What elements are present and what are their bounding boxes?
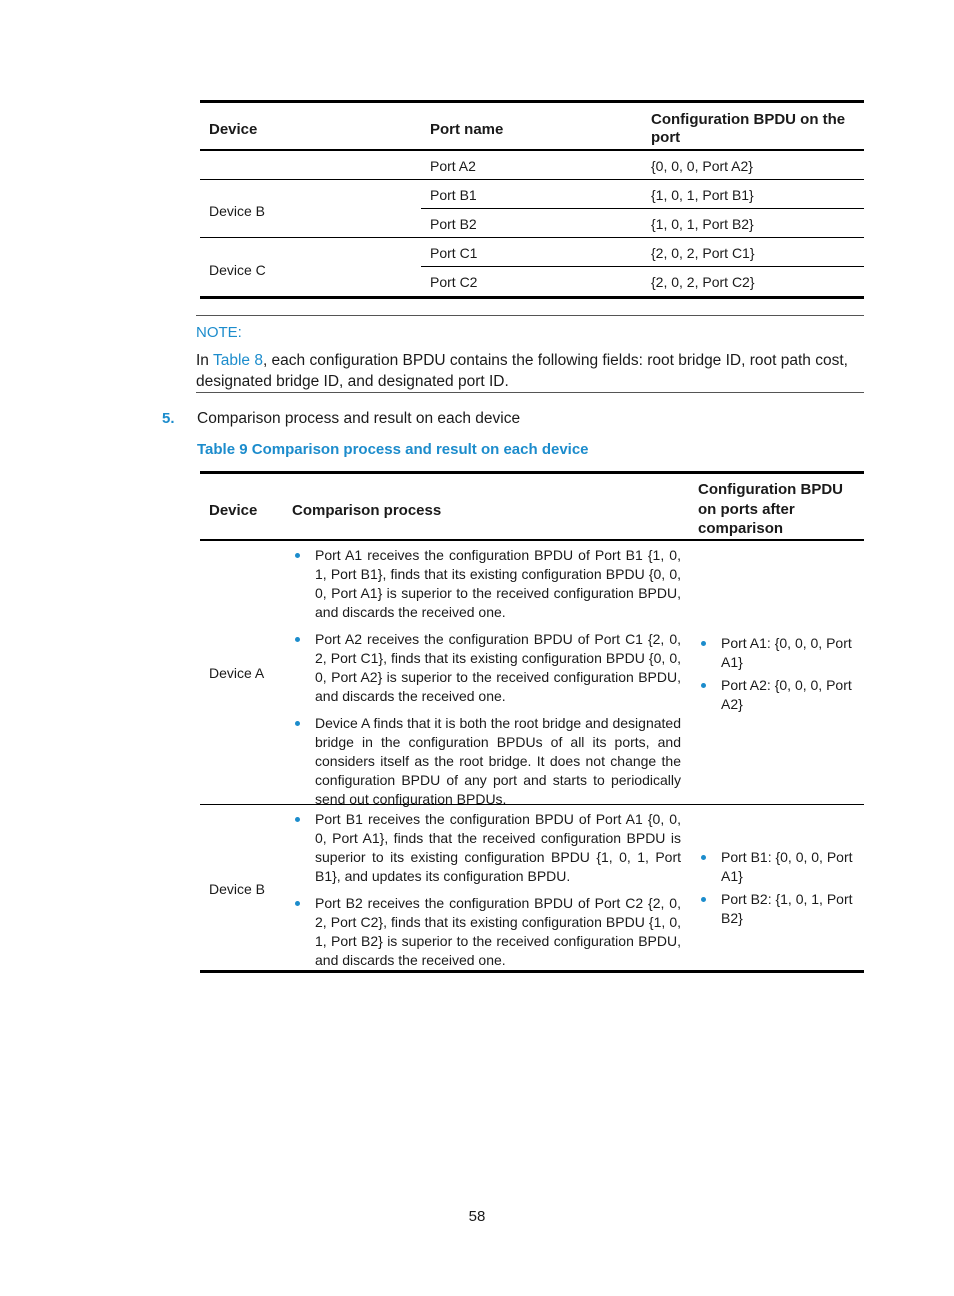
list-item: Port B2: {1, 0, 1, Port B2} bbox=[697, 890, 857, 928]
header-comparison-process: Comparison process bbox=[292, 502, 442, 519]
table-row bbox=[200, 267, 864, 296]
list-item: Port B1: {0, 0, 0, Port A1} bbox=[697, 848, 857, 886]
table-bottom-rule bbox=[200, 296, 864, 299]
table-row bbox=[200, 209, 864, 238]
bullet-icon bbox=[701, 683, 706, 688]
step-text: Comparison process and result on each device bbox=[197, 410, 521, 427]
table-row bbox=[200, 151, 864, 180]
bpdu-cell: {0, 0, 0, Port A2} bbox=[651, 158, 753, 174]
bpdu-cell: {2, 0, 2, Port C2} bbox=[651, 274, 755, 290]
note-bottom-rule bbox=[196, 392, 864, 393]
bpdu-cell: {2, 0, 2, Port C1} bbox=[651, 245, 755, 261]
bpdu-cell: {1, 0, 1, Port B2} bbox=[651, 216, 754, 232]
port-name-cell: Port B1 bbox=[430, 187, 477, 203]
comparison-process-list bbox=[291, 810, 681, 978]
table-9 bbox=[200, 471, 864, 973]
table-8-link[interactable]: Table 8 bbox=[212, 352, 263, 369]
port-name-cell: Port C1 bbox=[430, 245, 478, 261]
table-row bbox=[421, 238, 864, 267]
bullet-icon bbox=[701, 897, 706, 902]
header-configuration-bpdu: Configuration BPDU on the port bbox=[651, 111, 846, 146]
bullet-icon bbox=[701, 641, 706, 646]
table-header-row bbox=[200, 474, 864, 541]
result-list bbox=[697, 848, 857, 936]
result-list bbox=[697, 634, 857, 722]
bullet-icon bbox=[295, 817, 300, 822]
table-header-row bbox=[200, 103, 864, 151]
device-cell: Device C bbox=[209, 262, 266, 278]
device-cell: Device A bbox=[209, 665, 265, 681]
note-label: NOTE: bbox=[196, 324, 242, 341]
port-name-cell: Port C2 bbox=[430, 274, 478, 290]
list-item: Port A1: {0, 0, 0, Port A1} bbox=[697, 634, 857, 672]
list-item: Port A1 receives the configuration BPDU of Port B1 {1, 0, 1, Port B1}, finds that its existing configuration BPDU {0, 0, 0, Port A1} is superior to the received configuration BPDU, and discards the received one. bbox=[291, 546, 681, 622]
device-cell: Device B bbox=[209, 203, 266, 219]
list-item: Port B1 receives the configuration BPDU of Port A1 {0, 0, 0, Port A1}, finds that the received configuration BPDU is superior to its existing configuration BPDU {1, 0, 1, Port B1}, and updates its configuration BPDU. bbox=[291, 810, 681, 886]
list-item: Port A2: {0, 0, 0, Port A2} bbox=[697, 676, 857, 714]
page-number: 58 bbox=[468, 1208, 486, 1225]
port-name-cell: Port A2 bbox=[430, 158, 476, 174]
bpdu-cell: {1, 0, 1, Port B1} bbox=[651, 187, 754, 203]
comparison-process-list bbox=[291, 546, 681, 817]
port-name-cell: Port B2 bbox=[430, 216, 477, 232]
device-cell: Device B bbox=[209, 881, 266, 897]
note-prefix: In bbox=[196, 352, 213, 369]
note-text bbox=[196, 350, 864, 392]
bullet-icon bbox=[701, 855, 706, 860]
list-item: Port A2 receives the configuration BPDU of Port C1 {2, 0, 2, Port C1}, finds that its existing configuration BPDU {0, 0, 0, Port A2} is superior to the received configuration BPDU, and discards the received one. bbox=[291, 630, 681, 706]
header-device: Device bbox=[209, 121, 258, 138]
table-caption: Table 9 Comparison process and result on each device bbox=[197, 441, 589, 458]
bullet-icon bbox=[295, 637, 300, 642]
note-top-rule bbox=[196, 315, 864, 316]
header-device: Device bbox=[209, 502, 258, 519]
step-number: 5. bbox=[162, 410, 175, 427]
bullet-icon bbox=[295, 901, 300, 906]
table-row bbox=[200, 541, 864, 805]
list-item: Device A finds that it is both the root bridge and designated bridge in the configuration BPDUs of all its ports, and considers itself as the root bridge. It does not change the configuration BPDU of any port and starts to periodically send out configuration BPDUs. bbox=[291, 714, 681, 809]
table-8 bbox=[200, 100, 864, 299]
header-configuration-bpdu-after: Configuration BPDU on ports after comparison bbox=[698, 481, 843, 537]
bullet-icon bbox=[295, 721, 300, 726]
header-port-name: Port name bbox=[430, 121, 504, 138]
table-row bbox=[200, 805, 864, 970]
note-body: , each configuration BPDU contains the following fields: root bridge ID, root path cost, designated bridge ID, and designated port ID. bbox=[196, 352, 848, 390]
list-item: Port B2 receives the configuration BPDU of Port C2 {2, 0, 2, Port C2}, finds that its existing configuration BPDU {1, 0, 1, Port B2} is superior to the received configuration BPDU, and discards the received one. bbox=[291, 894, 681, 970]
table-row bbox=[421, 180, 864, 209]
bullet-icon bbox=[295, 553, 300, 558]
